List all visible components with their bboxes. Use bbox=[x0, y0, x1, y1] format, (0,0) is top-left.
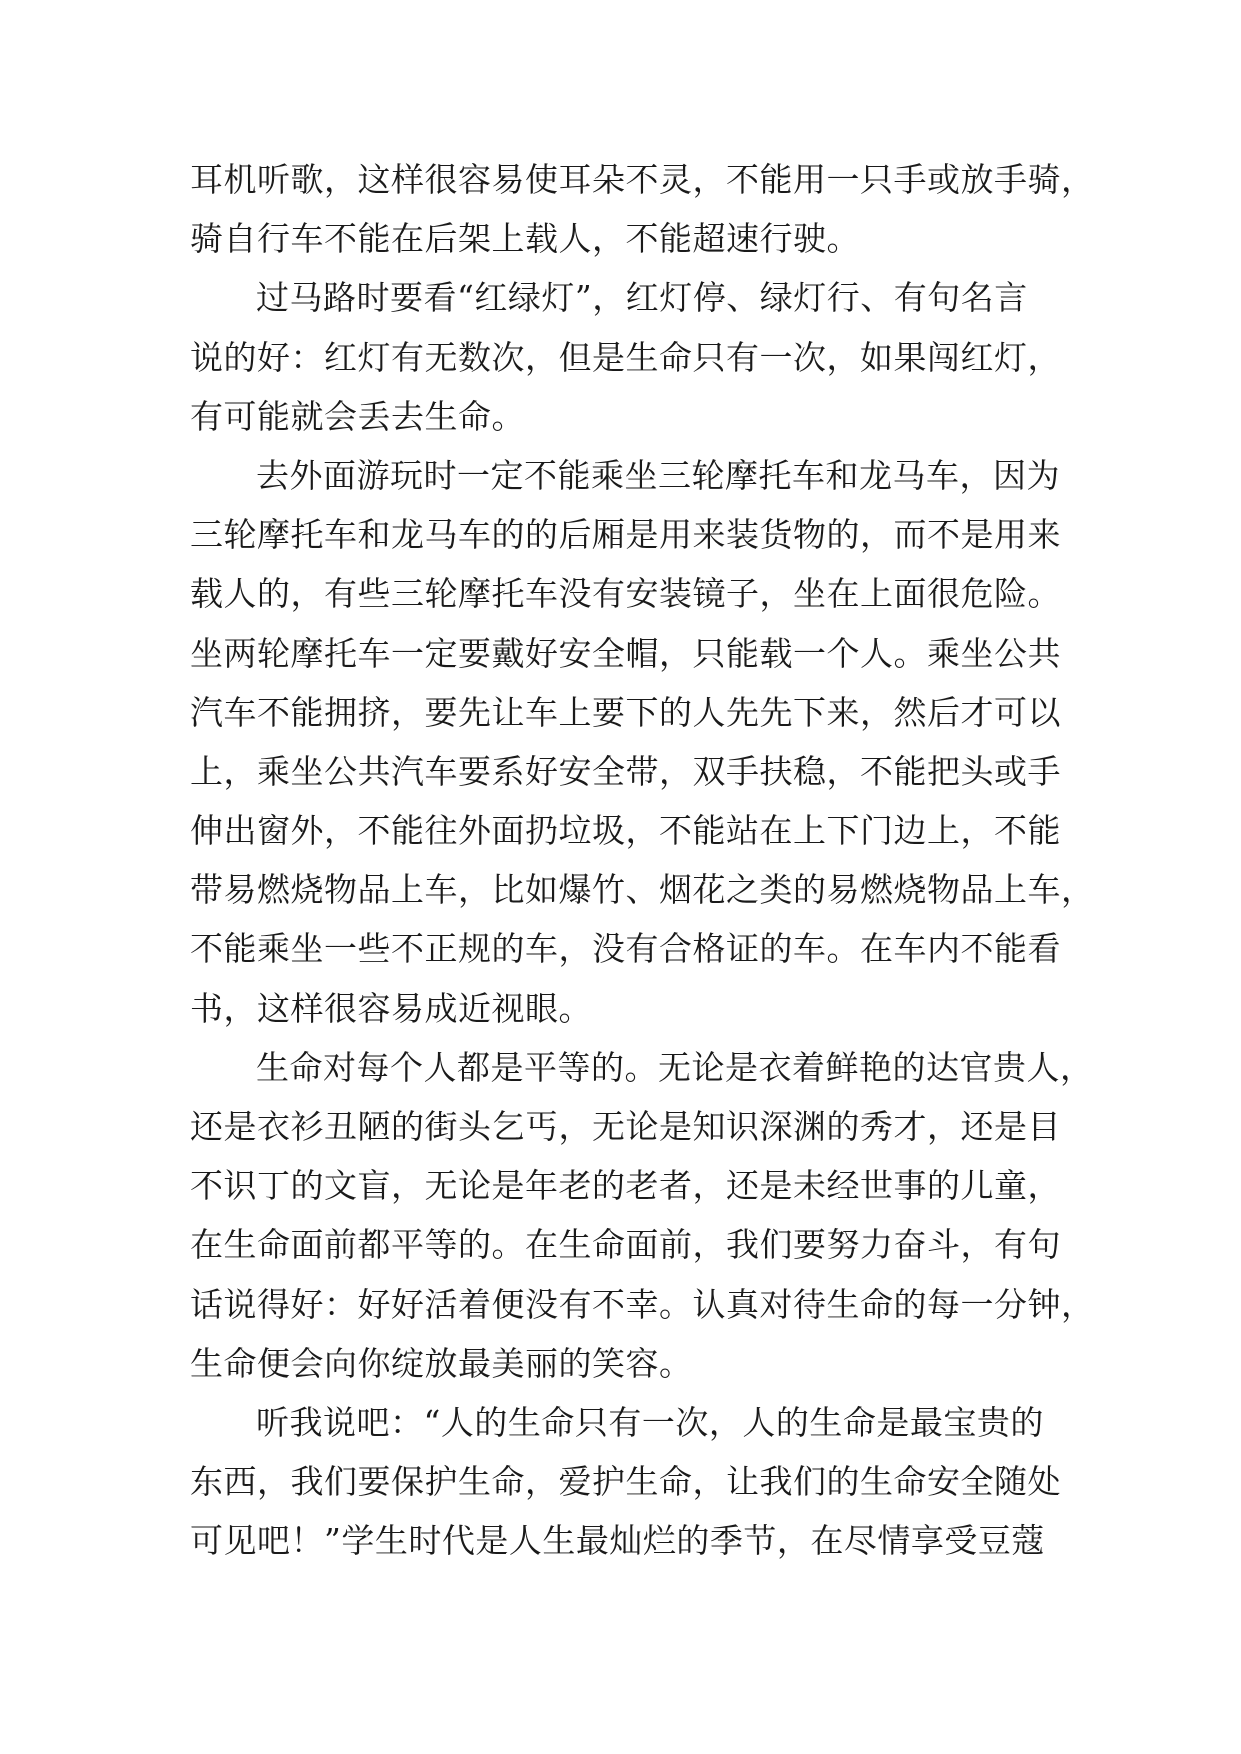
text-line: 汽车不能拥挤，要先让车上要下的人先先下来，然后才可以 bbox=[190, 692, 1061, 732]
text-line: 还是衣衫丑陋的街头乞丐，无论是知识深渊的秀才，还是目 bbox=[190, 1107, 1061, 1146]
text-line: 说的好：红灯有无数次，但是生命只有一次，如果闯红灯， bbox=[190, 337, 1061, 377]
text-line: 在生命面前都平等的。在生命面前，我们要努力奋斗，有句 bbox=[190, 1225, 1061, 1265]
paragraph-1 bbox=[190, 150, 1095, 268]
paragraph-3 bbox=[190, 446, 1095, 1038]
text-line: 去外面游玩时一定不能乘坐三轮摩托车和龙马车，因为 bbox=[256, 455, 1060, 495]
text-line: 三轮摩托车和龙马车的的后厢是用来装货物的，而不是用来 bbox=[190, 515, 1061, 555]
text-line: 耳机听歌，这样很容易使耳朵不灵，不能用一只手或放手骑， bbox=[190, 160, 1095, 199]
body-text bbox=[190, 150, 1095, 1571]
text-line: 书，这样很容易成近视眼。 bbox=[190, 988, 592, 1028]
text-line: 过马路时要看“红绿灯”，红灯停、绿灯行、有句名言 bbox=[256, 278, 1028, 318]
text-line: 不识丁的文盲，无论是年老的老者，还是未经世事的儿童， bbox=[190, 1166, 1061, 1206]
text-line: 有可能就会丢去生命。 bbox=[190, 396, 525, 436]
text-line: 不能乘坐一些不正规的车，没有合格证的车。在车内不能看 bbox=[190, 929, 1061, 969]
text-line: 生命对每个人都是平等的。无论是衣着鲜艳的达官贵人， bbox=[256, 1047, 1094, 1087]
text-line: 伸出窗外，不能往外面扔垃圾，不能站在上下门边上，不能 bbox=[190, 811, 1061, 851]
text-line: 可见吧！”学生时代是人生最灿烂的季节，在尽情享受豆蔻 bbox=[190, 1521, 1045, 1561]
paragraph-4 bbox=[190, 1038, 1095, 1393]
text-line: 生命便会向你绽放最美丽的笑容。 bbox=[190, 1343, 693, 1383]
text-line: 载人的，有些三轮摩托车没有安装镜子，坐在上面很危险。 bbox=[190, 574, 1061, 614]
paragraph-5 bbox=[190, 1393, 1070, 1571]
paragraph-2 bbox=[190, 268, 1070, 446]
text-line: 听我说吧：“人的生命只有一次，人的生命是最宝贵的 bbox=[256, 1402, 1044, 1442]
text-line: 话说得好：好好活着便没有不幸。认真对待生命的每一分钟， bbox=[190, 1284, 1095, 1324]
text-line: 带易燃烧物品上车，比如爆竹、烟花之类的易燃烧物品上车， bbox=[190, 870, 1095, 910]
text-line: 东西，我们要保护生命，爱护生命，让我们的生命安全随处 bbox=[190, 1462, 1061, 1502]
text-line: 骑自行车不能在后架上载人，不能超速行驶。 bbox=[190, 219, 860, 259]
text-line: 上，乘坐公共汽车要系好安全带，双手扶稳，不能把头或手 bbox=[190, 751, 1061, 791]
text-line: 坐两轮摩托车一定要戴好安全帽，只能载一个人。乘坐公共 bbox=[190, 633, 1061, 673]
